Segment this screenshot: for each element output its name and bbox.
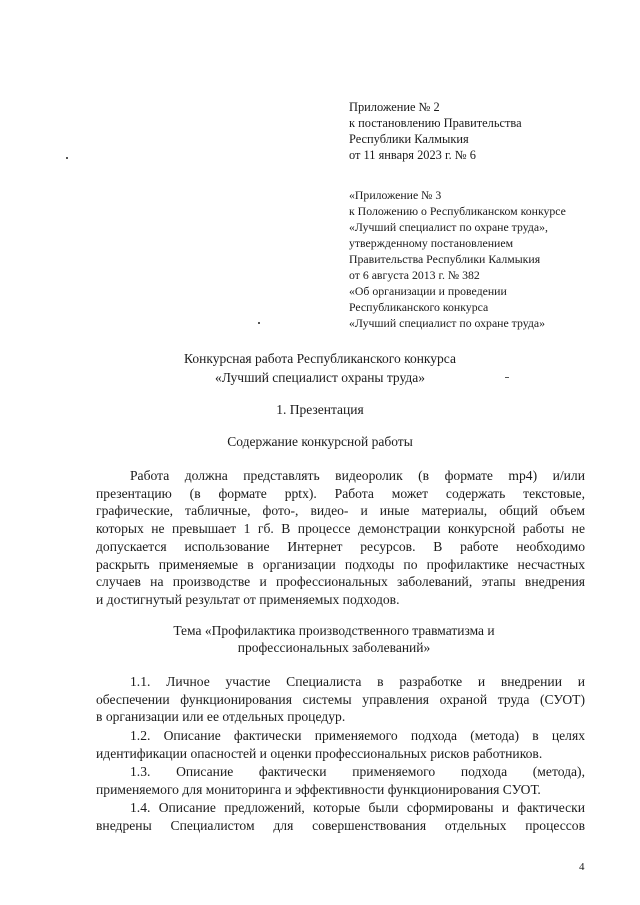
scan-speck [66, 157, 68, 159]
attachment-header [349, 99, 522, 163]
attachment-header-line: Республики Калмыкия [349, 132, 469, 146]
attachment-quote-line: Правительства Республики Калмыкия [349, 252, 541, 266]
attachment-quote-line: Республиканского конкурса [349, 300, 489, 314]
attachment-quote-line: «Лучший специалист по охране труда», [349, 220, 548, 234]
attachment-header-line: Приложение № 2 [349, 100, 440, 114]
paragraph-line: и достигнутый результат от применяемых подходов. [96, 591, 400, 607]
attachment-quote [349, 187, 566, 331]
paragraph-line: допускается использование Интернет ресурсов. В работе необходимо [96, 538, 585, 554]
paragraph-line: случаев на производстве и профессиональных заболеваний, этапы внедрения [96, 574, 585, 590]
attachment-quote-line: «Лучший специалист по охране труда» [349, 316, 546, 330]
item-line: 1.1. Личное участие Специалиста в разработке и внедрении и [130, 674, 585, 689]
attachment-quote-line: «Приложение № 3 [349, 188, 442, 202]
paragraph-line: графические, табличные, фото-, видео- и иные материалы, общий объем [96, 503, 585, 519]
item-line: 1.3. Описание фактически применяемого подхода (метода), [130, 764, 585, 779]
item-line: в организации или ее отдельных процедур. [96, 709, 346, 725]
attachment-quote-line: утвержденному постановлением [349, 236, 514, 250]
paragraph-line: Работа должна представлять видеоролик (в формате mp4) и/или [130, 468, 585, 483]
topic-heading-line: профессиональных заболеваний» [237, 640, 431, 655]
attachment-quote-line: к Положению о Республиканском конкурсе [349, 204, 566, 218]
scan-speck [258, 322, 260, 324]
intro-paragraph [96, 467, 585, 609]
paragraph-line: которых не превышает 1 гб. В процессе демонстрации конкурсной работы не [96, 521, 585, 537]
item-1-1 [96, 673, 585, 726]
item-line: 1.2. Описание фактически применяемого подхода (метода) в целях [130, 728, 585, 743]
paragraph-line: раскрыть применяемые в организации подходы по профилактике несчастных [96, 556, 585, 572]
page-number: 4 [579, 861, 585, 873]
item-line: внедрены Специалистом для совершенствования отдельных процессов [96, 817, 585, 833]
attachment-quote-line: «Об организации и проведении [349, 284, 507, 298]
item-1-3 [96, 763, 585, 798]
item-line: применяемого для мониторинга и эффективности функционирования СУОТ. [96, 781, 541, 797]
document-title-line: Конкурсная работа Республиканского конкурса [184, 351, 456, 366]
section-heading: 1. Презентация [276, 402, 364, 417]
attachment-header-line: от 11 января 2023 г. № 6 [349, 148, 476, 162]
item-line: идентификации опасностей и оценки профессиональных рисков работников. [96, 745, 543, 761]
item-line: обеспечении функционирования системы управления охраной труда (СУОТ) [96, 691, 585, 707]
paragraph-line: презентацию (в формате pptx). Работа может содержать текстовые, [96, 485, 585, 501]
item-line: 1.4. Описание предложений, которые были сформированы и фактически [130, 800, 585, 815]
item-1-2 [96, 727, 585, 762]
document-title-line: «Лучший специалист охраны труда» [214, 370, 426, 385]
attachment-quote-line: от 6 августа 2013 г. № 382 [349, 268, 480, 282]
topic-heading-line: Тема «Профилактика производственного травматизма и [173, 623, 495, 638]
attachment-header-line: к постановлению Правительства [349, 116, 522, 130]
item-1-4 [96, 799, 585, 834]
contents-heading: Содержание конкурсной работы [227, 434, 413, 449]
